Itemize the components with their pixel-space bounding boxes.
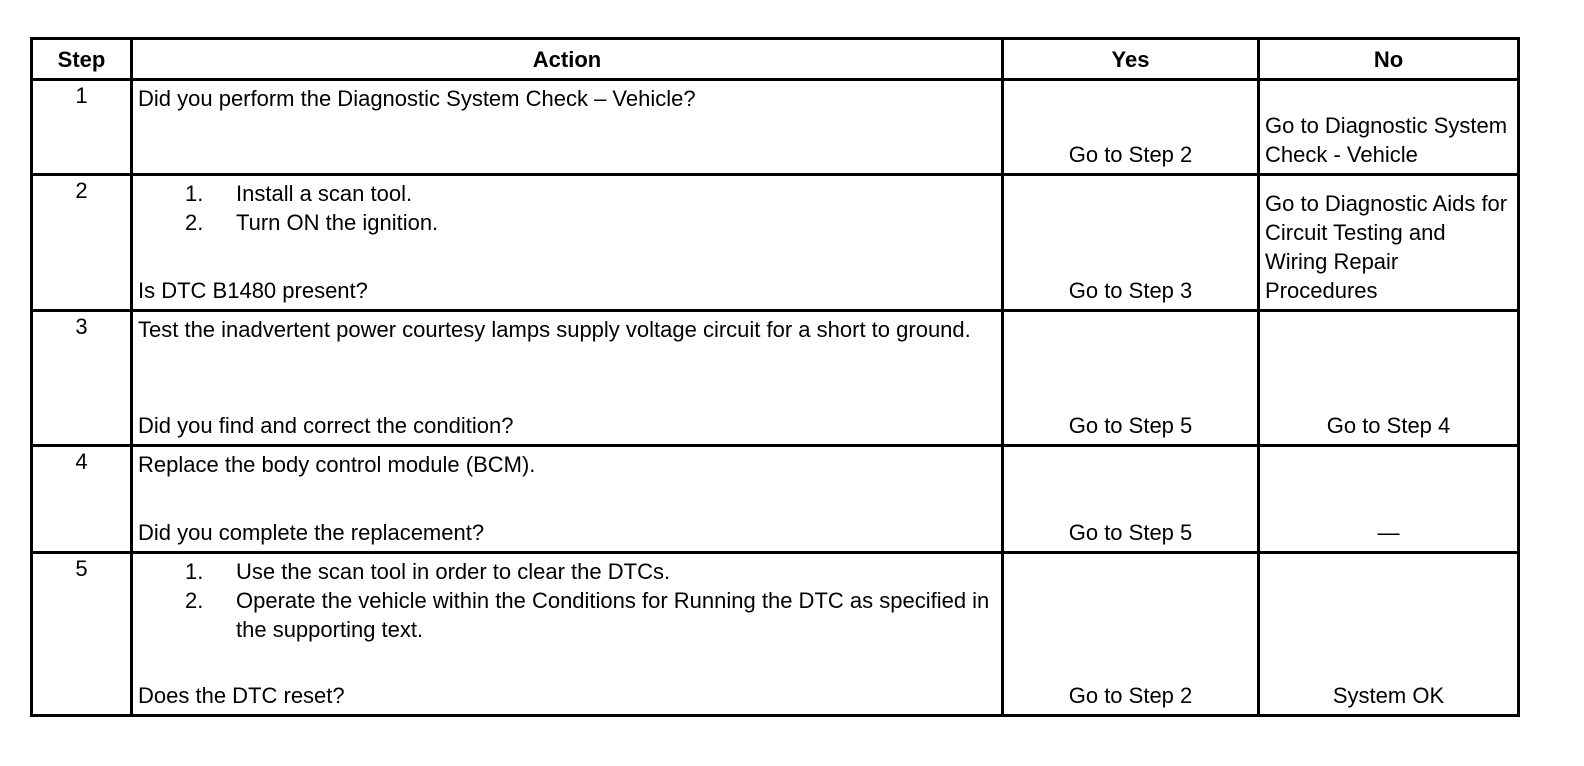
- action-text: Test the inadvertent power courtesy lamps supply voltage circuit for a short to ground.: [138, 317, 971, 342]
- header-yes: Yes: [1003, 39, 1259, 80]
- action-cell: [132, 80, 1003, 175]
- no-cell: [1259, 553, 1519, 716]
- no-result: Go to Step 4: [1326, 413, 1451, 438]
- action-step-text: Install a scan tool.: [236, 181, 413, 206]
- action-step-number: 2.: [185, 588, 204, 613]
- table-row: [32, 553, 1519, 716]
- no-result: Go to Diagnostic Aids for Circuit Testing and Wiring Repair Procedures: [1265, 191, 1508, 303]
- action-text: Did you perform the Diagnostic System Check – Vehicle?: [138, 86, 696, 111]
- no-result: Go to Diagnostic System Check - Vehicle: [1265, 113, 1508, 167]
- action-cell: [132, 175, 1003, 311]
- diagnostic-table: [30, 37, 1520, 717]
- action-step-item: [138, 557, 993, 586]
- yes-cell: [1003, 553, 1259, 716]
- action-question: Is DTC B1480 present?: [138, 278, 368, 303]
- yes-result: Go to Step 2: [1068, 683, 1193, 708]
- header-step: Step: [32, 39, 132, 80]
- action-step-text: Turn ON the ignition.: [236, 210, 439, 235]
- action-question: Did you complete the replacement?: [138, 520, 485, 545]
- action-cell: [132, 553, 1003, 716]
- table-row: [32, 311, 1519, 446]
- action-step-item: [138, 179, 993, 208]
- action-step-item: [138, 208, 993, 237]
- action-cell: [132, 446, 1003, 553]
- yes-result: Go to Step 5: [1068, 413, 1193, 438]
- yes-cell: [1003, 446, 1259, 553]
- action-step-number: 2.: [185, 210, 204, 235]
- no-cell: [1259, 80, 1519, 175]
- yes-cell: [1003, 175, 1259, 311]
- no-cell: [1259, 175, 1519, 311]
- yes-cell: [1003, 80, 1259, 175]
- action-step-text: Use the scan tool in order to clear the DTCs.: [236, 559, 671, 584]
- step-number: 1: [32, 80, 132, 175]
- header-no: No: [1259, 39, 1519, 80]
- header-row: [32, 39, 1519, 80]
- action-cell: [132, 311, 1003, 446]
- action-step-list: [138, 557, 993, 644]
- action-step-number: 1.: [185, 181, 204, 206]
- table-row: [32, 80, 1519, 175]
- step-number: 3: [32, 311, 132, 446]
- step-number: 2: [32, 175, 132, 311]
- no-result: System OK: [1332, 683, 1445, 708]
- action-question: Does the DTC reset?: [138, 683, 345, 708]
- step-number: 5: [32, 553, 132, 716]
- yes-cell: [1003, 311, 1259, 446]
- action-step-list: [138, 179, 993, 237]
- table-row: [32, 175, 1519, 311]
- action-step-text: Operate the vehicle within the Conditions for Running the DTC as specified in the supporting text.: [236, 588, 990, 642]
- no-cell: [1259, 446, 1519, 553]
- header-action: Action: [132, 39, 1003, 80]
- action-step-item: [138, 586, 993, 644]
- table-row: [32, 446, 1519, 553]
- step-number: 4: [32, 446, 132, 553]
- yes-result: Go to Step 2: [1068, 142, 1193, 167]
- action-step-number: 1.: [185, 559, 204, 584]
- no-result: —: [1377, 520, 1400, 545]
- action-text: Replace the body control module (BCM).: [138, 452, 536, 477]
- action-question: Did you find and correct the condition?: [138, 413, 514, 438]
- yes-result: Go to Step 5: [1068, 520, 1193, 545]
- yes-result: Go to Step 3: [1068, 278, 1193, 303]
- no-cell: [1259, 311, 1519, 446]
